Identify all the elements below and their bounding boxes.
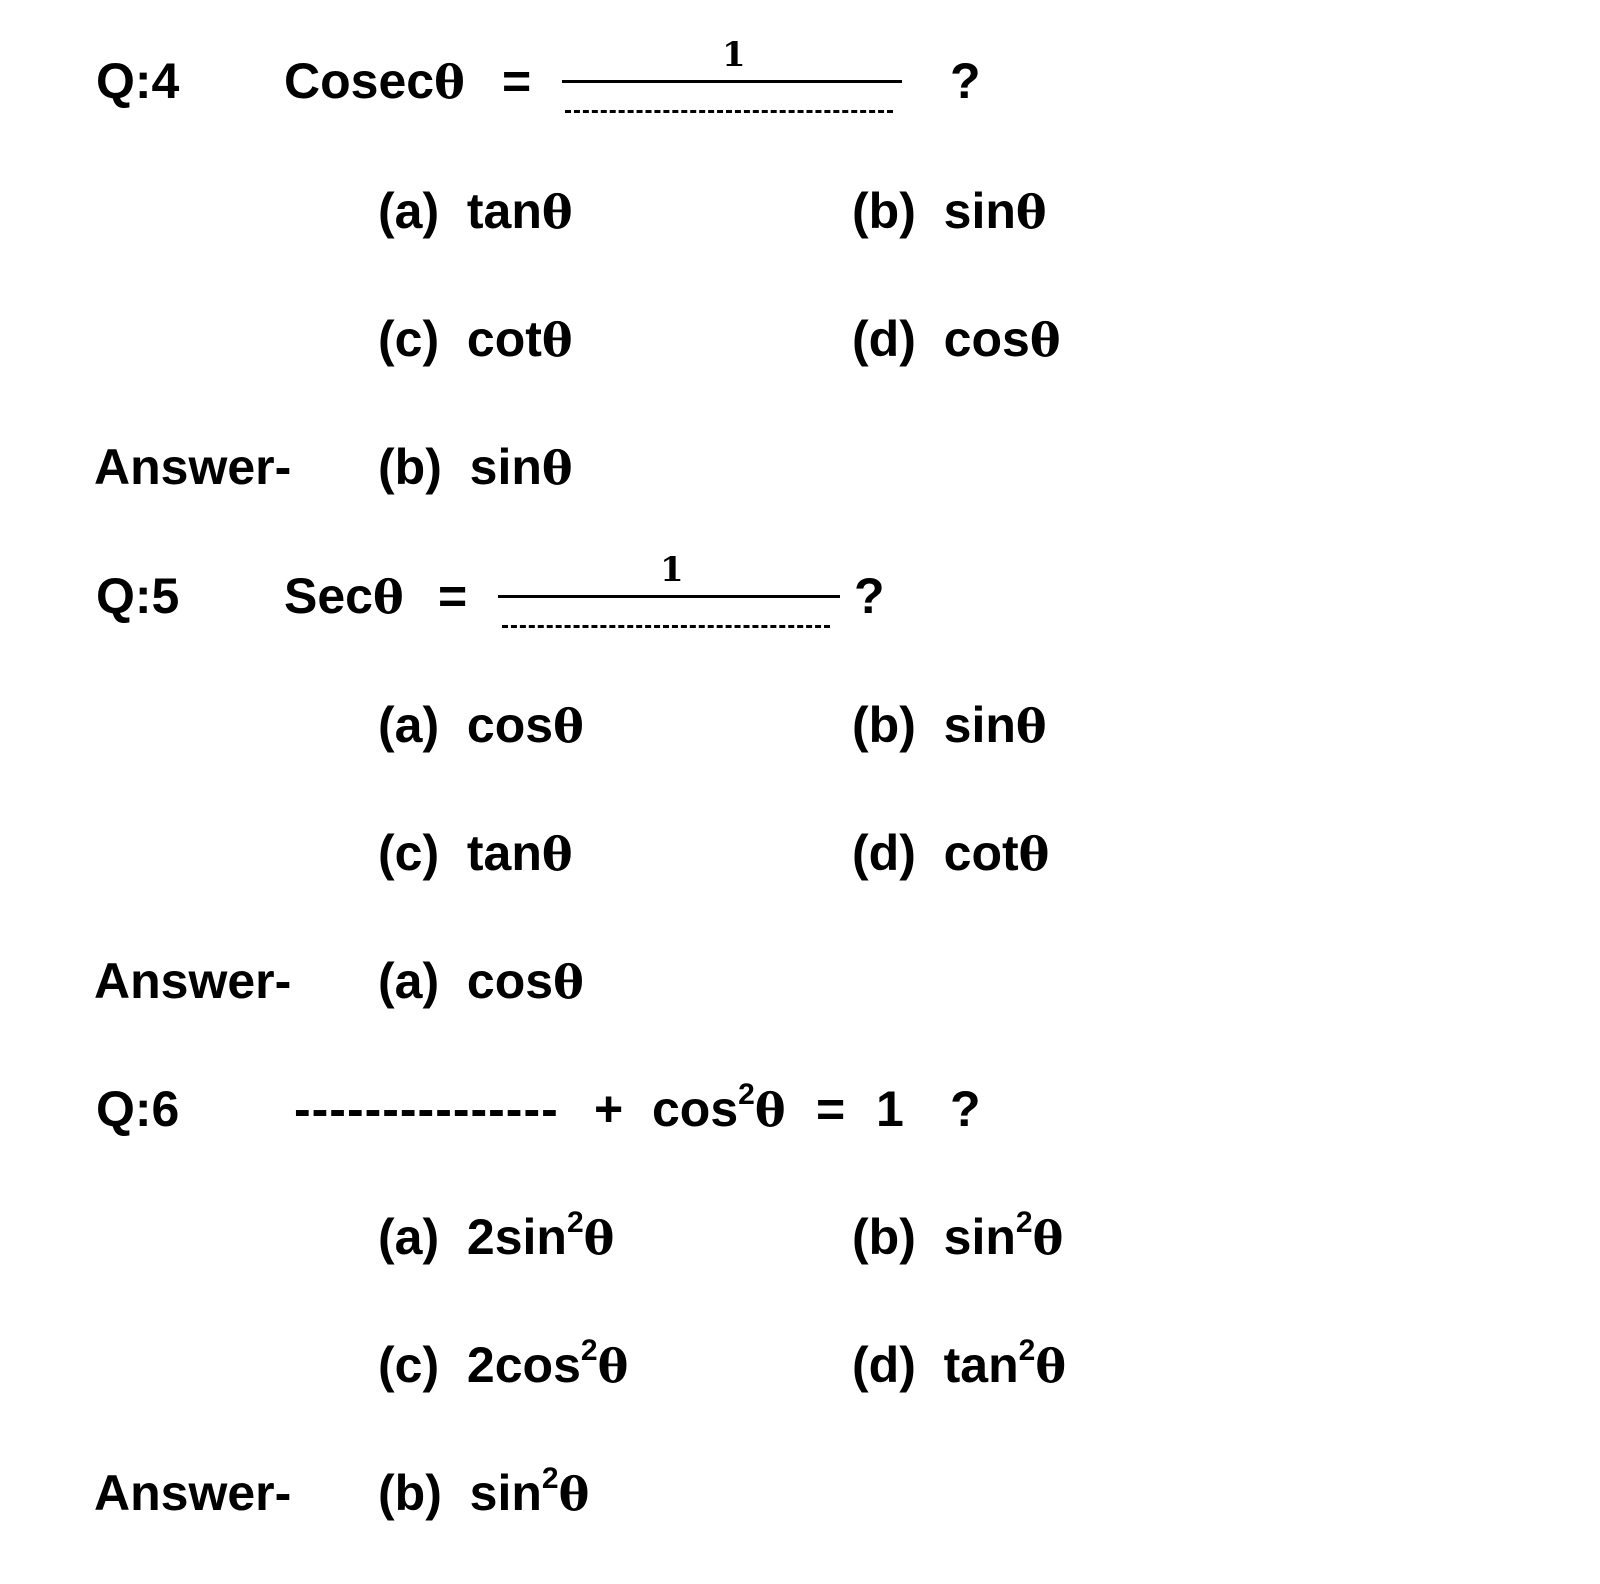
equals-sign: = — [502, 53, 532, 109]
option-text: tan — [466, 825, 542, 881]
option-label: (a) — [378, 697, 440, 753]
question-number: Q:4 — [96, 53, 180, 109]
option-label: (b) — [852, 1209, 916, 1265]
answer-text: cos — [466, 953, 554, 1009]
answer-value — [378, 1462, 590, 1521]
fraction-bar — [498, 595, 840, 598]
answer-prefix: Answer- — [94, 439, 292, 495]
option-d — [852, 825, 1050, 881]
superscript: 2 — [1018, 1334, 1036, 1367]
option-a — [378, 1206, 615, 1265]
option-label: (d) — [852, 1337, 916, 1393]
theta-symbol: θ — [434, 55, 465, 109]
answer-value — [378, 439, 573, 495]
theta-symbol: θ — [1018, 827, 1050, 881]
answer-label: (b) — [378, 1465, 442, 1521]
superscript: 2 — [580, 1334, 598, 1367]
term-function: cos — [652, 1081, 739, 1137]
option-label: (a) — [378, 183, 440, 239]
question-lhs — [284, 53, 465, 109]
equals-sign: = — [816, 1081, 846, 1137]
option-label: (c) — [378, 825, 440, 881]
theta-symbol: θ — [541, 185, 573, 239]
theta-symbol: θ — [1015, 185, 1047, 239]
option-label: (b) — [852, 697, 916, 753]
option-text: tan — [466, 183, 542, 239]
option-text: cot — [466, 311, 542, 367]
question-lhs — [284, 568, 404, 624]
theta-symbol: θ — [583, 1211, 615, 1265]
theta-symbol: θ — [597, 1339, 629, 1393]
option-d — [852, 311, 1061, 367]
option-text: 2cos — [466, 1337, 581, 1393]
answer-text: sin — [469, 439, 542, 495]
theta-symbol: θ — [553, 699, 584, 753]
fraction-numerator: 1 — [722, 35, 746, 75]
theta-symbol: θ — [1035, 1339, 1067, 1393]
option-text: cos — [466, 697, 554, 753]
answer-blank-dashes: --------------- — [294, 1081, 559, 1137]
theta-symbol: θ — [541, 313, 573, 367]
theta-symbol: θ — [558, 1467, 590, 1521]
question-number: Q:5 — [96, 568, 180, 624]
option-label: (b) — [852, 183, 916, 239]
theta-symbol: θ — [1029, 313, 1061, 367]
option-b — [852, 697, 1047, 753]
option-a — [378, 183, 573, 239]
fraction-numerator: 1 — [660, 550, 684, 590]
option-text: sin — [943, 1209, 1016, 1265]
option-label: (d) — [852, 311, 916, 367]
equals-sign: = — [438, 568, 468, 624]
answer-blank-line — [502, 625, 830, 628]
superscript: 2 — [1015, 1206, 1033, 1239]
superscript: 2 — [566, 1206, 584, 1239]
option-text: sin — [943, 697, 1016, 753]
option-label: (a) — [378, 1209, 440, 1265]
plus-sign: + — [594, 1081, 624, 1137]
answer-blank-line — [565, 110, 893, 113]
answer-value — [378, 953, 584, 1009]
option-c — [378, 825, 573, 881]
option-text: cos — [943, 311, 1030, 367]
theta-symbol: θ — [541, 827, 573, 881]
rhs-value: 1 — [876, 1081, 904, 1137]
theta-symbol: θ — [1032, 1211, 1064, 1265]
option-text: sin — [943, 183, 1016, 239]
question-mark: ? — [950, 1081, 981, 1137]
question-mark: ? — [854, 568, 885, 624]
answer-prefix: Answer- — [94, 953, 292, 1009]
option-text: tan — [943, 1337, 1019, 1393]
option-b — [852, 1206, 1064, 1265]
option-c — [378, 1334, 629, 1393]
option-c — [378, 311, 573, 367]
theta-symbol: θ — [541, 441, 573, 495]
option-a — [378, 697, 584, 753]
option-label: (d) — [852, 825, 916, 881]
theta-symbol: θ — [754, 1083, 786, 1137]
fraction-bar — [562, 80, 902, 83]
option-b — [852, 183, 1047, 239]
question-mark: ? — [950, 53, 981, 109]
superscript: 2 — [541, 1462, 559, 1495]
answer-label: (a) — [378, 953, 440, 1009]
lhs-function: Cosec — [284, 53, 435, 109]
answer-prefix: Answer- — [94, 1465, 292, 1521]
option-label: (c) — [378, 311, 440, 367]
option-d — [852, 1334, 1067, 1393]
option-label: (c) — [378, 1337, 440, 1393]
theta-symbol: θ — [372, 570, 404, 624]
theta-symbol: θ — [553, 955, 584, 1009]
answer-label: (b) — [378, 439, 442, 495]
theta-symbol: θ — [1015, 699, 1047, 753]
question-number: Q:6 — [96, 1081, 180, 1137]
lhs-function: Sec — [284, 568, 373, 624]
option-text: cot — [943, 825, 1019, 881]
answer-text: sin — [469, 1465, 542, 1521]
superscript: 2 — [738, 1078, 755, 1111]
cos-squared-term — [652, 1078, 786, 1137]
option-text: 2sin — [466, 1209, 567, 1265]
